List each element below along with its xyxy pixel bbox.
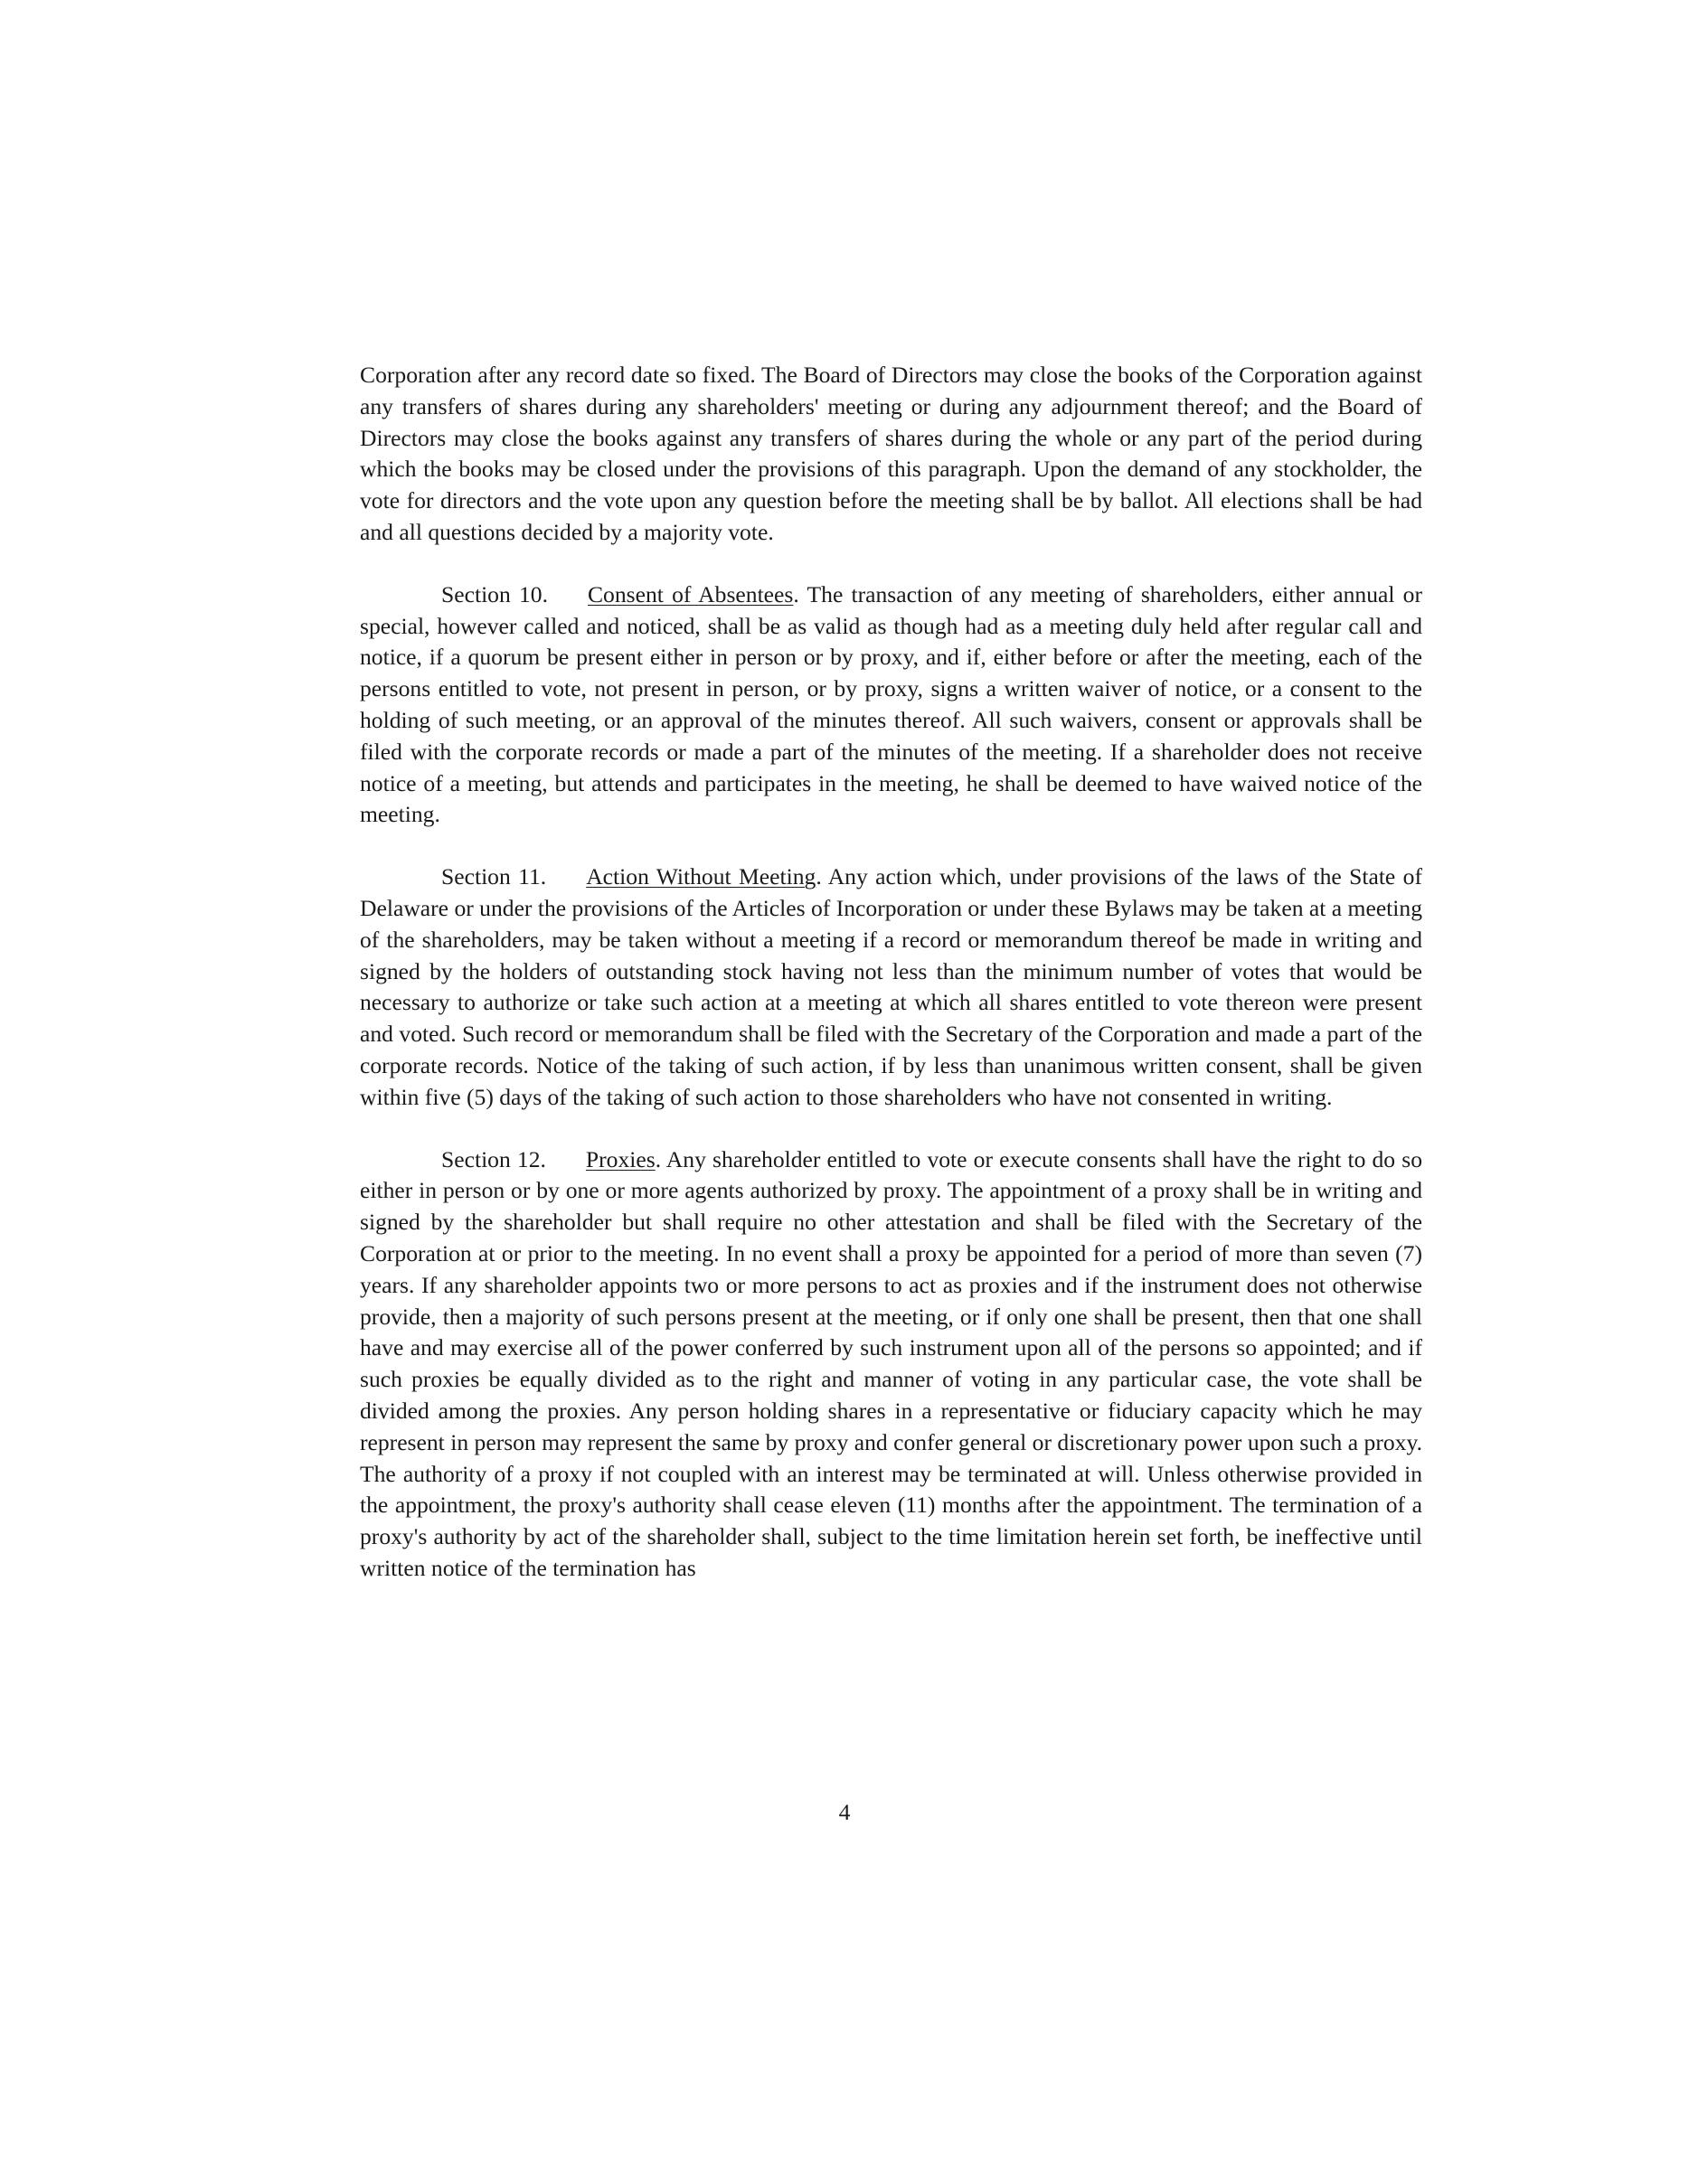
section-10-title: Consent of Absentees bbox=[587, 580, 794, 607]
document-body bbox=[360, 360, 1422, 1615]
section-12-number: Section 12. bbox=[441, 1145, 546, 1172]
section-11-paragraph bbox=[360, 861, 1422, 1113]
section-12-body: . Any shareholder entitled to vote or execute consents shall have the right to do so either in person or by one or more agents authorized by proxy. The appointment of a proxy shall be in writing and signed by the shareholder but shall require no other attestation and shall be filed with the Secretary of the Corporation at or prior to the meeting. In no event shall a proxy be appointed for a period of more than seven (7) years. If any shareholder appoints two or more persons to act as proxies and if the instrument does not otherwise provide, then a majority of such persons present at the meeting, or if only one shall be present, then that one shall have and may exercise all of the power conferred by such instrument upon all of the persons so appointed; and if such proxies be equally divided as to the right and manner of voting in any particular case, the vote shall be divided among the proxies. Any person holding shares in a representative or fiduciary capacity which he may represent in person may represent the same by proxy and confer general or discretionary power upon such a proxy. The authority of a proxy if not coupled with an interest may be terminated at will. Unless otherwise provided in the appointment, the proxy's authority shall cease eleven (11) months after the appointment. The termination of a proxy's authority by act of the shareholder shall, subject to the time limitation herein set forth, be ineffective until written notice of the termination has bbox=[360, 1145, 1422, 1581]
page-number: 4 bbox=[838, 1799, 851, 1825]
section-11-number: Section 11. bbox=[441, 863, 547, 890]
section-10-body: . The transaction of any meeting of shareholders, either annual or special, however called and noticed, shall be as valid as though had as a meeting duly held after regular call and notice, if a quorum be present either in person or by proxy, and if, either before or after the meeting, each of the persons entitled to vote, not present in person, or by proxy, signs a written waiver of notice, or a consent to the holding of such meeting, or an approval of the minutes thereof. All such waivers, consent or approvals shall be filed with the corporate records or made a part of the minutes of the meeting. If a shareholder does not receive notice of a meeting, but attends and participates in the meeting, he shall be deemed to have waived notice of the meeting. bbox=[360, 580, 1422, 828]
continuation-paragraph bbox=[360, 360, 1422, 549]
section-12-title: Proxies bbox=[585, 1145, 656, 1172]
continuation-text: Corporation after any record date so fixed. The Board of Directors may close the books of the Corporation against any transfers of shares during any shareholders' meeting or during any adjournment thereof; and the Board of Directors may close the books against any transfers of shares during the whole or any part of the period during which the books may be closed under the provisions of this paragraph. Upon the demand of any stockholder, the vote for directors and the vote upon any question before the meeting shall be by ballot. All elections shall be had and all questions decided by a majority vote. bbox=[360, 362, 1422, 545]
section-12-paragraph bbox=[360, 1144, 1422, 1585]
section-10-number: Section 10. bbox=[441, 580, 548, 607]
section-11-title: Action Without Meeting bbox=[586, 863, 816, 890]
section-11-body: . Any action which, under provisions of the laws of the State of Delaware or under the provisions of the Articles of Incorporation or under these Bylaws may be taken at a meeting of the shareholders, may be taken without a meeting if a record or memorandum thereof be made in writing and signed by the holders of outstanding stock having not less than the minimum number of votes that would be necessary to authorize or take such action at a meeting at which all shares entitled to vote thereon were present and voted. Such record or memorandum shall be filed with the Secretary of the Corporation and made a part of the corporate records. Notice of the taking of such action, if by less than unanimous written consent, shall be given within five (5) days of the taking of such action to those shareholders who have not consented in writing. bbox=[360, 863, 1422, 1110]
section-10-paragraph bbox=[360, 579, 1422, 831]
